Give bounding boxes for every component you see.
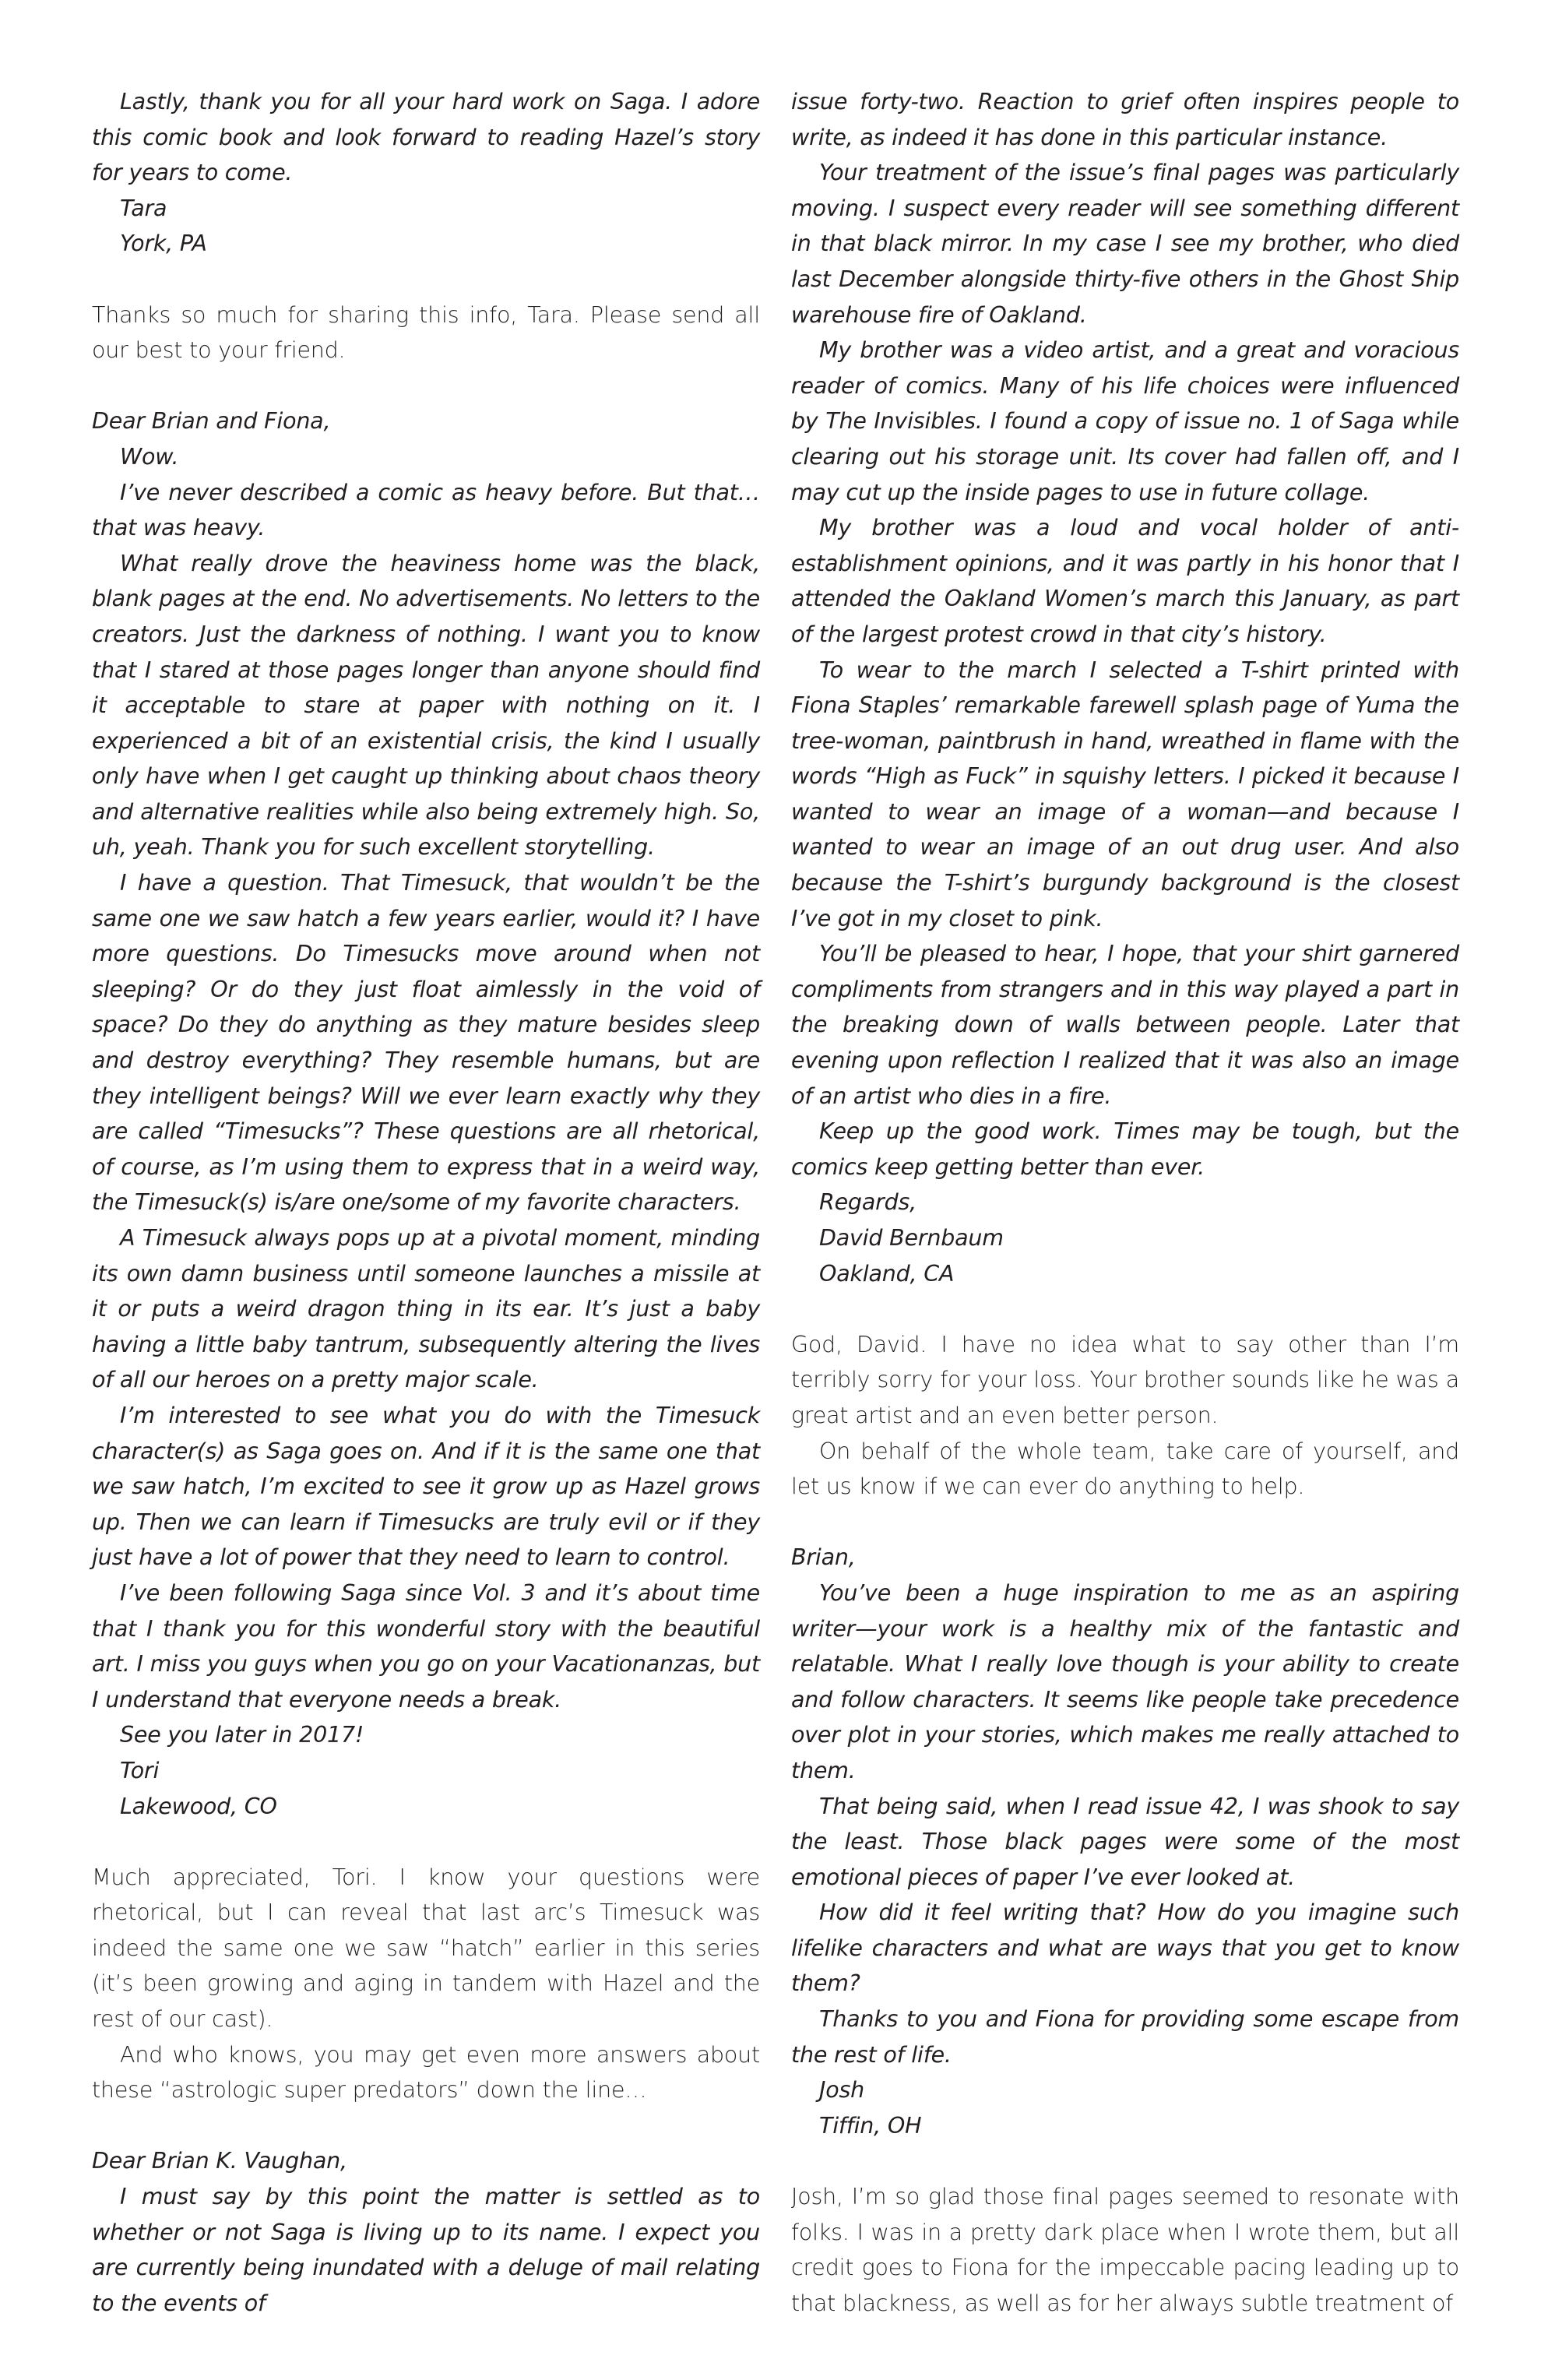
letter-paragraph: I’ve never described a comic as heavy before. But that… that was heavy. — [92, 479, 760, 541]
letter-signature-name: David Bernbaum — [819, 1225, 1004, 1251]
letter-david-continued — [791, 84, 1459, 1291]
section-gap — [92, 2108, 760, 2144]
letter-signature-name: Tara — [120, 195, 167, 221]
reply-tara — [92, 298, 760, 368]
letter-tori — [92, 403, 760, 1824]
letter-paragraph: That being said, when I read issue 42, I was shook to say the least. Those black pages were some of the most emotional pieces of paper I’ve ever looked at. — [791, 1793, 1459, 1890]
letter-paragraph: See you later in 2017! — [120, 1722, 364, 1748]
reply-paragraph: On behalf of the whole team, take care of yourself, and let us know if we can ever do anything to help. — [791, 1438, 1459, 1500]
letter-signature-location: Oakland, CA — [819, 1260, 955, 1287]
letter-paragraph: A Timesuck always pops up at a pivotal moment, minding its own damn business until someone launches a missile at it or puts a weird dragon thing in its ear. It’s just a baby having a little baby tantrum, subsequently altering the lives of all our heroes on a pretty major scale. — [92, 1225, 760, 1393]
letter-paragraph: I’m interested to see what you do with the Timesuck character(s) as Saga goes on. And if it is the same one that we saw hatch, I’m excited to see it grow up as Hazel grows up. Then we can learn if Timesucks are truly evil or if they just have a lot of power that they need to learn to control. — [92, 1402, 760, 1571]
letter-signature-location: Tiffin, OH — [819, 2112, 922, 2139]
letter-paragraph: How did it feel writing that? How do you imagine such lifelike characters and what are ways that you get to know them? — [791, 1899, 1459, 1997]
letter-signature-location: York, PA — [120, 231, 207, 257]
letter-paragraph: My brother was a loud and vocal holder of anti-establishment opinions, and it was partly in his honor that I attended the Oakland Women’s march this January, as part of the largest protest crowd in that city’s history. — [791, 515, 1459, 647]
letter-salutation: Dear Brian K. Vaughan, — [92, 2148, 347, 2174]
letter-paragraph: Your treatment of the issue’s final pages was particularly moving. I suspect every reader will see something different in that black mirror. In my case I see my brother, who died last December alongside thirty-five others in the Ghost Ship warehouse fire of Oakland. — [791, 160, 1459, 328]
section-gap — [791, 2143, 1459, 2179]
letter-paragraph: Lastly, thank you for all your hard work on Saga. I adore this comic book and look forward to reading Hazel’s story for years to come. — [92, 89, 760, 186]
letter-paragraph: I have a question. That Timesuck, that wouldn’t be the same one we saw hatch a few years earlier, would it? I have more questions. Do Timesucks move around when not sleeping? Or do they just float aimlessly in the void of space? Do they do anything as they mature besides sleep and destroy everything? They resemble humans, but are they intelligent beings? Will we ever learn exactly why they are called “Timesucks”? These questions are all rhetorical, of course, as I’m using them to express that in a weird way, the Timesuck(s) is/are one/some of my favorite characters. — [92, 870, 760, 1216]
reply-paragraph: Much appreciated, Tori. I know your questions were rhetorical, but I can reveal that last arc’s Timesuck was indeed the same one we saw “hatch” earlier in this series (it’s been growing and aging in tandem with Hazel and the rest of our cast). — [92, 1864, 760, 2033]
section-gap — [92, 262, 760, 298]
letter-salutation: Dear Brian and Fiona, — [92, 408, 331, 435]
reply-paragraph: And who knows, you may get even more answers about these “astrologic super predators” down the line… — [92, 2041, 760, 2104]
letter-paragraph: To wear to the march I selected a T-shirt printed with Fiona Staples’ remarkable farewell splash page of Yuma the tree-woman, paintbrush in hand, wreathed in flame with the words “High as Fuck” in squishy letters. I picked it because I wanted to wear an image of a woman—and because I wanted to wear an image of an out drug user. And also because the T-shirt’s burgundy background is the closest I’ve got in my closet to pink. — [791, 657, 1459, 931]
reply-paragraph: God, David. I have no idea what to say other than I’m terribly sorry for your loss. Your brother sounds like he was a great artist and an even better person. — [791, 1331, 1459, 1428]
letter-paragraph: What really drove the heaviness home was the black, blank pages at the end. No advertisements. No letters to the creators. Just the darkness of nothing. I want you to know that I stared at those pages longer than anyone should find it acceptable to stare at paper with nothing on it. I experienced a bit of an existential crisis, the kind I usually only have when I get caught up thinking about chaos theory and alternative realities while also being extremely high. So, uh, yeah. Thank you for such excellent storytelling. — [92, 550, 760, 861]
letter-paragraph: You’ll be pleased to hear, I hope, that your shirt garnered compliments from strangers and in this way played a part in the breaking down of walls between people. Later that evening upon reflection I realized that it was also an image of an artist who dies in a fire. — [791, 941, 1459, 1109]
letter-paragraph: My brother was a video artist, and a great and voracious reader of comics. Many of his life choices were influenced by The Invisibles. I found a copy of issue no. 1 of Saga while clearing out his storage unit. Its cover had fallen off, and I may cut up the inside pages to use in future collage. — [791, 337, 1459, 505]
section-gap — [791, 1505, 1459, 1540]
right-column — [791, 84, 1459, 2321]
reply-josh — [791, 2179, 1459, 2321]
letter-paragraph: I’ve been following Saga since Vol. 3 and it’s about time that I thank you for this wonderful story with the beautiful art. I miss you guys when you go on your Vacationanzas, but I understand that everyone needs a break. — [92, 1579, 760, 1713]
letter-david-start — [92, 2143, 760, 2321]
section-gap — [92, 1824, 760, 1860]
letter-signature-closing: Regards, — [819, 1189, 917, 1216]
reply-david — [791, 1327, 1459, 1505]
letter-paragraph: Keep up the good work. Times may be tough, but the comics keep getting better than ever. — [791, 1118, 1459, 1180]
section-gap — [791, 1291, 1459, 1327]
left-column — [92, 84, 760, 2321]
letter-paragraph: Thanks to you and Fiona for providing some escape from the rest of life. — [791, 2006, 1459, 2068]
letter-josh — [791, 1540, 1459, 2143]
letter-tara — [92, 84, 760, 262]
reply-paragraph: Thanks so much for sharing this info, Tara. Please send all our best to your friend. — [92, 301, 760, 364]
letter-paragraph: I must say by this point the matter is settled as to whether or not Saga is living up to its name. I expect you are currently being inundated with a deluge of mail relating to the events of — [92, 2184, 760, 2316]
letter-signature-name: Josh — [819, 2077, 864, 2104]
letter-paragraph: issue forty-two. Reaction to grief often inspires people to write, as indeed it has done in this particular instance. — [791, 89, 1459, 150]
reply-tori — [92, 1860, 760, 2108]
reply-paragraph: Josh, I’m so glad those final pages seemed to resonate with folks. I was in a pretty dark place when I wrote them, but all credit goes to Fiona for the impeccable pacing leading up to that blackness, as well as for her always subtle treatment of — [791, 2184, 1459, 2316]
letter-paragraph: Wow. — [120, 443, 179, 470]
letter-signature-location: Lakewood, CO — [120, 1793, 277, 1819]
section-gap — [92, 368, 760, 404]
letter-signature-name: Tori — [120, 1757, 160, 1783]
letter-salutation: Brian, — [791, 1544, 856, 1571]
letter-paragraph: You’ve been a huge inspiration to me as an aspiring writer—your work is a healthy mix of the fantastic and relatable. What I really love though is your ability to create and follow characters. It seems like people take precedence over plot in your stories, which makes me really attached to them. — [791, 1579, 1459, 1783]
